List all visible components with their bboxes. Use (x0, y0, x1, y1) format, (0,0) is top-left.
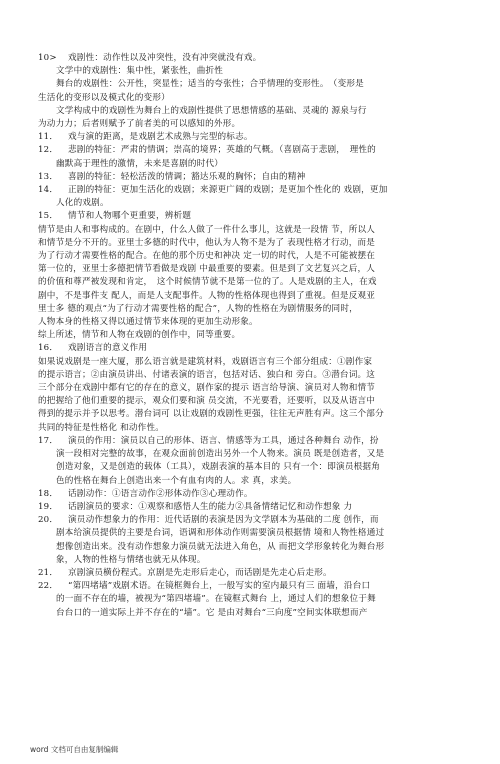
line-text: 为动力力；后者则赋予了前者美的可以感知的外形。 (38, 119, 241, 130)
text-line (38, 105, 468, 118)
line-text: 文学构成中的戏剧性为舞台上的戏剧性提供了思想情感的基础、灵魂的 源泉与行 (56, 105, 367, 116)
line-text: 剧本给演员提供的主要是台词，语调和形体动作则需要演员根据情 境和人物性格通过 (56, 528, 385, 539)
line-text: 三个部分在戏剧中都有它的存在的意义，剧作家的提示 语言给导演、演员对人物和情节 (38, 383, 376, 394)
text-line (38, 369, 468, 382)
item-number: 17． (38, 435, 59, 446)
item-number: 12． (38, 145, 59, 156)
line-text: 的价值和尊严被发现和肯定， 这个时候情节就不是第一位的了。人是戏剧的主人，在戏 (38, 277, 377, 288)
text-line (38, 408, 468, 421)
text-line (38, 395, 468, 408)
item-number: 16． (38, 343, 59, 354)
text-line (38, 52, 468, 65)
text-line (38, 475, 468, 488)
line-text: 的把握给了他们重要的提示，观众们要和演 员交流，不光要看，还要听，以及从语言中 (38, 396, 376, 407)
item-number: 20． (38, 515, 59, 526)
text-line (38, 158, 468, 171)
item-number: 13． (38, 171, 59, 182)
line-text: 为了行动才需要性格的配合。在他的那个历史和神决 定一切的时代，人是不可能被摆在 (38, 251, 376, 262)
line-text: 话剧动作：①语言动作②形体动作③心理动作。 (68, 488, 253, 499)
item-number: 19． (38, 501, 59, 512)
text-line (38, 607, 468, 620)
text-line (38, 501, 468, 514)
text-line (38, 250, 468, 263)
text-line (38, 171, 468, 184)
line-text: 演员的作用：演员以自己的形体、语言、情感等为工具，通过各种舞台 动作，扮 (68, 435, 379, 446)
text-line (38, 118, 468, 131)
text-line (38, 131, 468, 144)
line-text: 象，人物的性格与情绪也就无从体现。 (56, 554, 206, 565)
text-line (38, 567, 468, 580)
text-line (38, 435, 468, 448)
line-text: 的提示语言；②由演员讲出、付诸表演的语言，包括对话、独白和 旁白。③潜台词。这 (38, 369, 376, 380)
text-line (38, 514, 468, 527)
text-line (38, 144, 468, 157)
text-line (38, 224, 468, 237)
item-number: 21． (38, 567, 59, 578)
line-text: 第一位的，亚里士多德把情节看做是戏剧 中最重要的要素。但是到了文艺复兴之后，人 (38, 264, 376, 275)
text-line (38, 197, 468, 210)
text-line (38, 237, 468, 250)
line-text: 台台口的一道实际上并不存在的“墙”。它 是由对舞台“三向度”空间实体联想而产 (56, 607, 368, 618)
text-line (38, 527, 468, 540)
line-text: 创造对象，又是创造的载体（工具），戏剧表演的基本目的 只有一个：即演员根据角 (56, 462, 381, 473)
line-text: 情节和人物哪个更重要，辨析题 (68, 211, 192, 222)
document-body (38, 52, 468, 620)
line-text: 共同的特征是性格化 和动作性。 (38, 422, 165, 433)
line-text: 人物本身的性格又得以通过情节来体现的更加生动形象。 (38, 317, 258, 328)
text-line (38, 356, 468, 369)
line-text: 戏剧性：动作性以及冲突性，没有冲突就没有戏。 (68, 53, 262, 63)
line-text: 演一段相对完整的故事，在观众面前创造出另外一个人物来。演员 既是创造者，又是 (56, 449, 385, 460)
text-line (38, 593, 468, 606)
item-number: 10> (38, 53, 57, 63)
line-text: “第四堵墙”戏剧术语。在镜框舞台上，一般写实的室内最只有三 面墙，沿台口 (68, 581, 371, 592)
text-line (38, 329, 468, 342)
text-line (38, 461, 468, 474)
line-text: 剧中，不是事件支 配人，而是人支配事件。人物的性格体现也得到了重视。但是反观亚 (38, 290, 376, 301)
line-text: 如果说戏剧是一座大厦，那么语言就是建筑材料，戏剧语言有三个部分组成：①剧作家 (38, 356, 373, 367)
item-number: 15． (38, 211, 59, 222)
text-line (38, 422, 468, 435)
line-text: 文学中的戏剧性：集中性，紧张性，曲折性 (56, 66, 224, 77)
item-number: 22． (38, 581, 59, 592)
line-text: 京剧演员横份程式。京剧是先走形后走心，而话剧是先走心后走形。 (68, 567, 332, 578)
text-line (38, 554, 468, 567)
text-line (38, 263, 468, 276)
text-line (38, 541, 468, 554)
line-text: 人化的戏剧。 (56, 198, 109, 209)
text-line (38, 184, 468, 197)
line-text: 舞台的戏剧性：公开性，突显性；适当的夸张性；合乎情理的变形性。 （变形是 (56, 79, 364, 90)
line-text: 的一面不存在的墙，被视为“第四堵墙”。在镜框式舞台 上，通过人们的想象位于舞 (56, 594, 376, 605)
line-text: 生活化的变形以及模式化的变形） (38, 92, 170, 103)
line-text: 情节是由人和事构成的。在剧中，什么人做了一件什么事儿，这就是一段情 节，所以人 (38, 224, 376, 235)
line-text: 悲剧的特征：严肃的情调；崇高的境界；英雄的气概。（喜剧高于悲剧， 理性的 (68, 145, 376, 156)
text-line (38, 65, 468, 78)
item-number: 11． (38, 132, 59, 143)
line-text: 正剧的特征：更加生活化的戏剧；来源更广阔的戏剧；是更加个性化的 戏剧，更加 (68, 185, 388, 196)
line-text: 得到的提示并予以思考。潜台词可 以让戏剧的戏剧性更强，往往无声胜有声。这三个部分 (38, 409, 384, 420)
text-line (38, 382, 468, 395)
text-line (38, 290, 468, 303)
item-number: 18． (38, 488, 59, 499)
text-line (38, 488, 468, 501)
line-text: 演员动作想象力的作用：近代话剧的表演是因为文学剧本为基础的二度 创作，而 (68, 515, 379, 526)
text-line (38, 78, 468, 91)
text-line (38, 210, 468, 223)
line-text: 和情节是分不开的。亚里士多德的时代中，他认为人物不是为了 表现性格才行动，而是 (38, 237, 376, 248)
line-text: 想像创造出来。没有动作想象力演员就无法进入角色，从 而把文学形象转化为舞台形 (56, 541, 385, 552)
line-text: 里士多 德的观点“为了行动才需要性格的配合”，人物的性格在为剧情服务的同时， (38, 303, 358, 314)
text-line (38, 316, 468, 329)
line-text: 话剧演员的要求：①观察和感悟人生的能力②具备情绪记忆和动作想象 力 (68, 501, 353, 512)
text-line (38, 276, 468, 289)
line-text: 喜剧的特征：轻松活泼的情调；豁达乐观的胸怀；自由的精神 (68, 171, 306, 182)
text-line (38, 342, 468, 355)
text-line (38, 580, 468, 593)
text-line (38, 92, 468, 105)
line-text: 综上所述，情节和人物在戏剧的创作中，同等重要。 (38, 330, 241, 341)
line-text: 幽默高于理性的激情，未来是喜剧的时代） (56, 158, 224, 169)
text-line (38, 303, 468, 316)
line-text: 戏剧语言的意义作用 (68, 343, 148, 354)
text-line (38, 448, 468, 461)
item-number: 14． (38, 185, 59, 196)
page-footer: word 文档可自由复制编辑 (30, 745, 119, 754)
line-text: 戏与演的距离，是戏剧艺术成熟与完型的标志。 (68, 132, 253, 143)
line-text: 色的性格在舞台上创造出来一个有血有肉的人。求 真，求美。 (56, 475, 297, 486)
